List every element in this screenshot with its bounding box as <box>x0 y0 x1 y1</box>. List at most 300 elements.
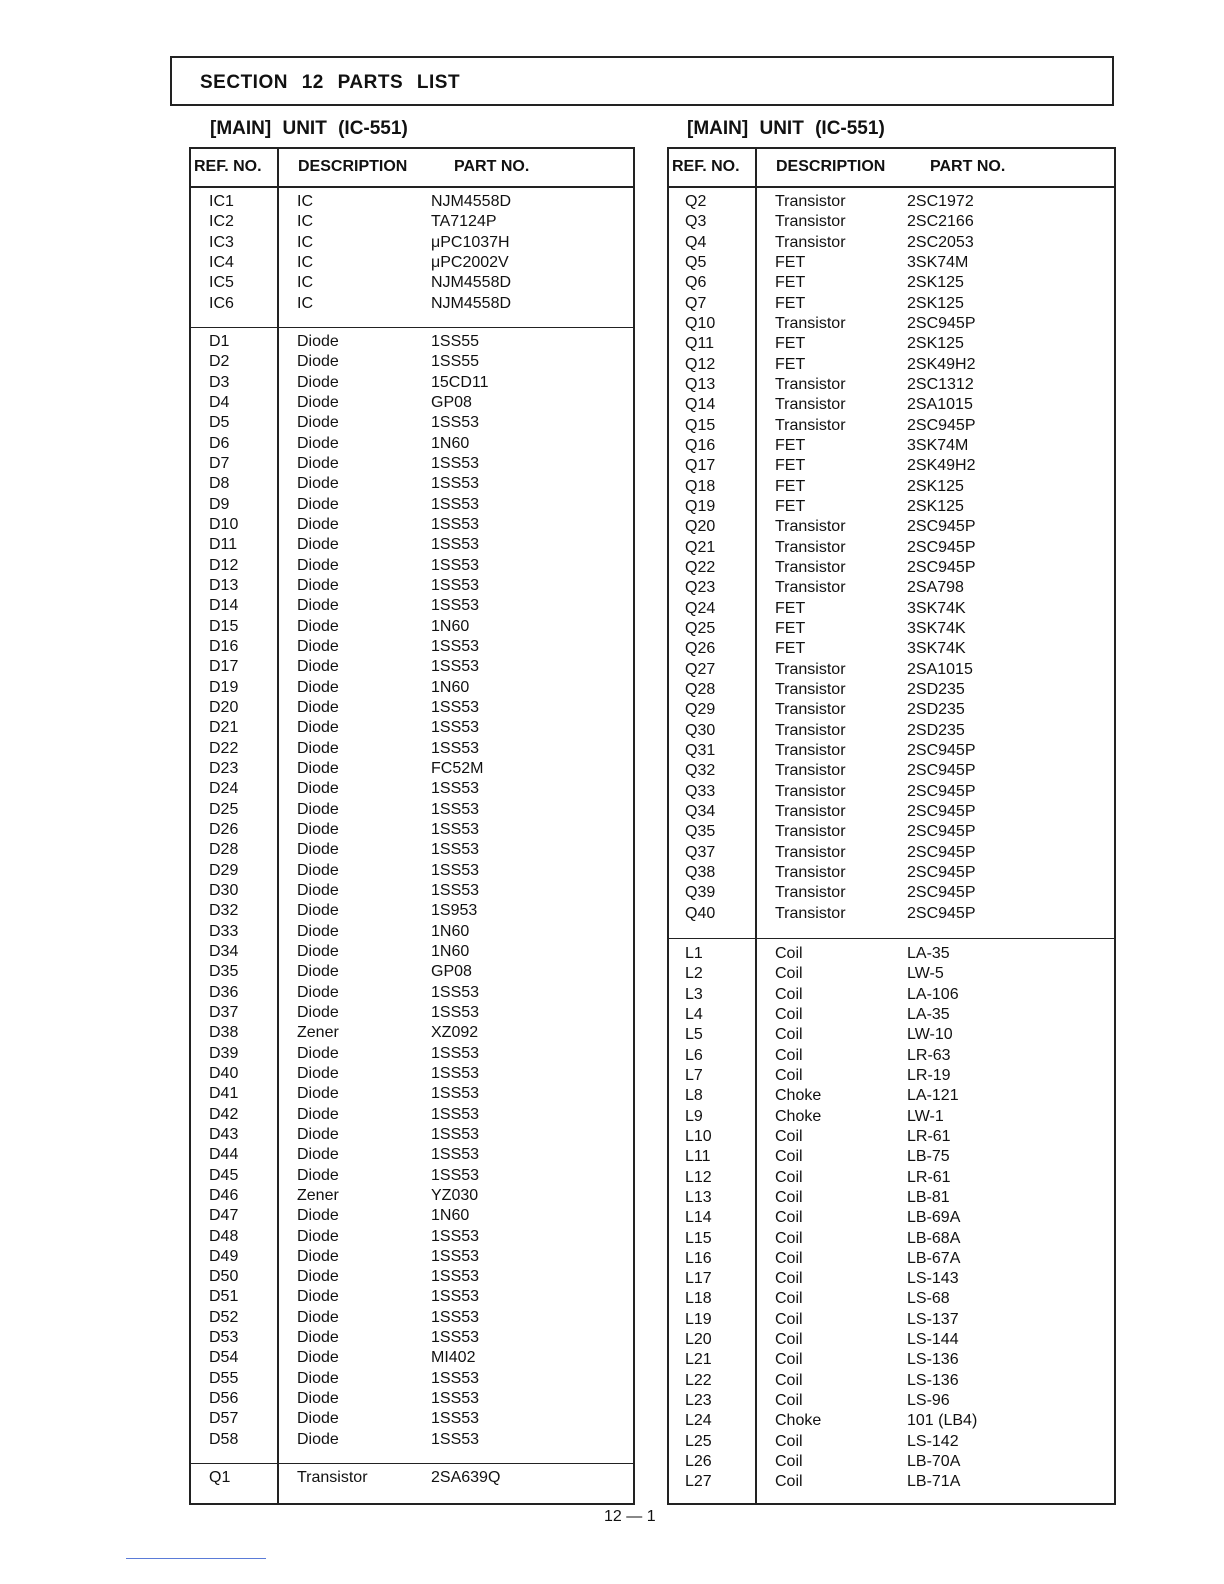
ref-no: L21 <box>685 1351 712 1369</box>
description: Coil <box>775 1229 803 1247</box>
table-row <box>191 901 633 921</box>
part-no: 1SS53 <box>431 576 480 594</box>
ref-no: L27 <box>685 1473 712 1491</box>
table-row <box>191 1267 633 1287</box>
table-row <box>191 739 633 759</box>
description: Diode <box>297 942 339 960</box>
description: Coil <box>775 1310 803 1328</box>
description: Coil <box>775 1168 803 1186</box>
ref-no: L6 <box>685 1046 703 1064</box>
ref-no: L2 <box>685 965 703 983</box>
table-row <box>669 964 1114 984</box>
ref-no: D1 <box>209 332 230 350</box>
description: Diode <box>297 414 339 432</box>
description: Diode <box>297 1207 339 1225</box>
part-no: 1SS53 <box>431 719 480 737</box>
part-no: 2SK125 <box>907 294 964 312</box>
part-no: 1SS53 <box>431 1369 480 1387</box>
part-no: 15CD11 <box>431 373 489 391</box>
table-row <box>191 861 633 881</box>
table-row <box>669 782 1114 802</box>
table-row <box>669 517 1114 537</box>
ref-no: D32 <box>209 902 239 920</box>
description: FET <box>775 294 806 312</box>
ref-no: Q34 <box>685 802 716 820</box>
description: Diode <box>297 495 339 513</box>
ref-no: IC4 <box>209 253 234 271</box>
part-no: 1SS53 <box>431 536 480 554</box>
part-no: LW-1 <box>907 1107 944 1125</box>
part-no: GP08 <box>431 393 472 411</box>
table-row <box>669 1229 1114 1249</box>
part-no: 2SC945P <box>907 538 976 556</box>
table-row <box>669 436 1114 456</box>
ref-no: D15 <box>209 617 239 635</box>
description: Diode <box>297 698 339 716</box>
ref-no: IC1 <box>209 193 234 210</box>
description: FET <box>775 253 806 271</box>
part-no: 2SC945P <box>907 762 976 780</box>
description: FET <box>775 274 806 292</box>
description: Transistor <box>775 538 846 556</box>
description: Coil <box>775 965 803 983</box>
table-row <box>191 1247 633 1267</box>
table-row <box>669 395 1114 415</box>
table-row <box>191 820 633 840</box>
ref-no: D43 <box>209 1125 239 1143</box>
part-no: 1N60 <box>431 617 470 635</box>
part-no: 1SS55 <box>431 332 480 350</box>
table-row <box>191 1348 633 1368</box>
part-no: 3SK74K <box>907 619 966 637</box>
table-row <box>669 1046 1114 1066</box>
table-row <box>191 1206 633 1226</box>
ref-no: L10 <box>685 1127 712 1145</box>
part-no: LW-5 <box>907 965 944 983</box>
table-row <box>669 294 1114 314</box>
description: Diode <box>297 983 339 1001</box>
table-row <box>669 192 1114 212</box>
description: Coil <box>775 985 803 1003</box>
part-no: NJM4558D <box>431 193 512 210</box>
ref-no: L22 <box>685 1371 712 1389</box>
table-row <box>191 273 633 293</box>
ref-no: D46 <box>209 1186 239 1204</box>
part-no: 1SS53 <box>431 820 480 838</box>
ref-no: Q2 <box>685 193 707 210</box>
table-row <box>191 413 633 433</box>
description: Coil <box>775 944 803 962</box>
table-row <box>669 538 1114 558</box>
part-no: 1SS53 <box>431 1329 480 1347</box>
table-row <box>191 1044 633 1064</box>
ref-no: Q19 <box>685 497 716 515</box>
part-no: 2SC945P <box>907 518 976 536</box>
ref-no: Q24 <box>685 599 716 617</box>
part-no: FC52M <box>431 759 484 777</box>
description: Coil <box>775 1371 803 1389</box>
part-no: LA-121 <box>907 1087 959 1105</box>
description: Diode <box>297 1146 339 1164</box>
ref-no: D22 <box>209 739 239 757</box>
description: Transistor <box>775 701 846 719</box>
description: Diode <box>297 1329 339 1347</box>
ref-no: D37 <box>209 1003 239 1021</box>
description: Diode <box>297 1003 339 1021</box>
part-no: 3SK74M <box>907 436 969 454</box>
description: Coil <box>775 1331 803 1349</box>
table-row <box>191 962 633 982</box>
part-no: TA7124P <box>431 213 497 231</box>
table-row <box>191 495 633 515</box>
description: Diode <box>297 759 339 777</box>
ref-no: D10 <box>209 515 239 533</box>
table-row <box>191 840 633 860</box>
description: Diode <box>297 1044 339 1062</box>
part-no: 1SS55 <box>431 353 480 371</box>
ref-no: Q10 <box>685 314 716 332</box>
table-row <box>191 393 633 413</box>
description: Transistor <box>775 863 846 881</box>
part-no: 1SS53 <box>431 739 480 757</box>
table-row <box>669 802 1114 822</box>
description: Transistor <box>775 579 846 597</box>
part-no: 2SA798 <box>907 579 964 597</box>
table-row <box>191 515 633 535</box>
description: Diode <box>297 617 339 635</box>
description: Diode <box>297 1349 339 1367</box>
description: Choke <box>775 1087 822 1105</box>
table-row <box>191 1409 633 1429</box>
ref-no: Q37 <box>685 843 716 861</box>
part-no: 3SK74M <box>907 253 969 271</box>
table-row <box>669 1066 1114 1086</box>
description: Diode <box>297 393 339 411</box>
ref-no: Q23 <box>685 579 716 597</box>
decorative-rule <box>126 1558 266 1559</box>
part-no: 1SS53 <box>431 1146 480 1164</box>
ref-no: Q22 <box>685 558 716 576</box>
description: Diode <box>297 678 339 696</box>
ref-no: D14 <box>209 597 239 615</box>
part-no: LA-35 <box>907 1005 950 1023</box>
part-no: 1SS53 <box>431 414 480 432</box>
part-no: 2SC945P <box>907 904 976 922</box>
table-row <box>191 474 633 494</box>
description: Diode <box>297 1125 339 1143</box>
ref-no: Q25 <box>685 619 716 637</box>
description: Diode <box>297 922 339 940</box>
description: Transistor <box>775 782 846 800</box>
table-row <box>669 1310 1114 1330</box>
part-no: LA-35 <box>907 944 950 962</box>
part-no: LR-19 <box>907 1066 951 1084</box>
description: Diode <box>297 841 339 859</box>
ref-no: D48 <box>209 1227 239 1245</box>
table-row <box>669 1249 1114 1269</box>
table-row <box>669 1452 1114 1472</box>
part-no: 1SS53 <box>431 780 480 798</box>
table-row <box>669 1330 1114 1350</box>
ref-no: D17 <box>209 658 239 676</box>
table-row <box>191 576 633 596</box>
ref-no: L14 <box>685 1209 712 1227</box>
table-row <box>191 212 633 232</box>
description: FET <box>775 619 806 637</box>
table-row <box>191 1227 633 1247</box>
part-no: 2SC945P <box>907 558 976 576</box>
ref-no: L9 <box>685 1107 703 1125</box>
part-no: 1N60 <box>431 678 470 696</box>
ref-no: D50 <box>209 1268 239 1286</box>
description: Diode <box>297 434 339 452</box>
description: Coil <box>775 1046 803 1064</box>
section-title: SECTION 12 PARTS LIST <box>200 72 461 93</box>
description: Diode <box>297 780 339 798</box>
part-no: 1SS53 <box>431 515 480 533</box>
part-no: LS-143 <box>907 1270 959 1288</box>
table-row <box>191 1125 633 1145</box>
table-row <box>191 434 633 454</box>
part-no: LR-63 <box>907 1046 951 1064</box>
description: Transistor <box>297 1469 368 1487</box>
table-row <box>669 334 1114 354</box>
table-row <box>669 639 1114 659</box>
description: Transistor <box>775 660 846 678</box>
part-no: 3SK74K <box>907 599 966 617</box>
table-row <box>191 800 633 820</box>
description: Coil <box>775 1290 803 1308</box>
table-row <box>669 1188 1114 1208</box>
description: Diode <box>297 861 339 879</box>
description: Coil <box>775 1209 803 1227</box>
ref-no: Q33 <box>685 782 716 800</box>
table-row <box>191 1468 633 1488</box>
part-no: 2SC945P <box>907 741 976 759</box>
part-no: 1SS53 <box>431 658 480 676</box>
part-no: 1SS53 <box>431 1247 480 1265</box>
ref-no: L8 <box>685 1087 703 1105</box>
table-row <box>669 558 1114 578</box>
ref-no: IC3 <box>209 233 234 251</box>
table-row <box>191 759 633 779</box>
part-no: 1SS53 <box>431 454 480 472</box>
ref-no: L20 <box>685 1331 712 1349</box>
ref-no: L1 <box>685 944 703 962</box>
part-no: MI402 <box>431 1349 476 1367</box>
description: Diode <box>297 373 339 391</box>
table-row <box>191 942 633 962</box>
ref-no: Q15 <box>685 416 716 434</box>
ref-no: D4 <box>209 393 230 411</box>
part-no: LR-61 <box>907 1127 951 1145</box>
table-header <box>669 149 1114 188</box>
part-no: 1SS53 <box>431 1044 480 1062</box>
ref-no: D45 <box>209 1166 239 1184</box>
header-ref: REF. NO. <box>672 158 740 175</box>
description: Diode <box>297 597 339 615</box>
ref-no: D28 <box>209 841 239 859</box>
part-no: 2SA1015 <box>907 660 973 678</box>
ref-no: D12 <box>209 556 239 574</box>
header-description: DESCRIPTION <box>298 158 408 175</box>
part-no: YZ030 <box>431 1186 479 1204</box>
ref-no: D42 <box>209 1105 239 1123</box>
ref-no: D41 <box>209 1085 239 1103</box>
ref-no: D34 <box>209 942 239 960</box>
table-row <box>669 1391 1114 1411</box>
ref-no: Q3 <box>685 213 707 231</box>
part-no: 2SK125 <box>907 335 964 353</box>
ref-no: Q11 <box>685 335 715 353</box>
table-row <box>191 779 633 799</box>
part-no: LS-136 <box>907 1351 959 1369</box>
part-no: μPC2002V <box>431 253 509 271</box>
table-row <box>191 233 633 253</box>
ref-no: L7 <box>685 1066 703 1084</box>
part-no: LB-81 <box>907 1188 950 1206</box>
table-row <box>191 922 633 942</box>
table-row <box>669 700 1114 720</box>
part-no: NJM4558D <box>431 274 512 292</box>
table-row <box>669 761 1114 781</box>
description: Diode <box>297 1369 339 1387</box>
ref-no: D33 <box>209 922 239 940</box>
part-no: 1SS53 <box>431 861 480 879</box>
ref-no: Q18 <box>685 477 716 495</box>
table-row <box>669 233 1114 253</box>
table-row <box>669 741 1114 761</box>
ref-no: D51 <box>209 1288 239 1306</box>
description: Diode <box>297 536 339 554</box>
ref-no: D21 <box>209 719 239 737</box>
description: Transistor <box>775 741 846 759</box>
description: Transistor <box>775 314 846 332</box>
part-no: 2SK49H2 <box>907 355 976 373</box>
ref-no: D3 <box>209 373 230 391</box>
table-row <box>191 1369 633 1389</box>
ref-no: D56 <box>209 1390 239 1408</box>
ref-no: Q14 <box>685 396 716 414</box>
description: IC <box>297 274 313 292</box>
part-no: 2SD235 <box>907 701 965 719</box>
part-no: 1SS53 <box>431 1268 480 1286</box>
description: FET <box>775 497 806 515</box>
ref-no: L17 <box>685 1270 712 1288</box>
description: Transistor <box>775 823 846 841</box>
part-no: 1SS53 <box>431 800 480 818</box>
description: Coil <box>775 1249 803 1267</box>
part-no: LS-142 <box>907 1432 959 1450</box>
table-row <box>669 660 1114 680</box>
ref-no: D25 <box>209 800 239 818</box>
header-part-no: PART NO. <box>454 158 530 175</box>
part-no: 1SS53 <box>431 1410 480 1428</box>
ref-no: D26 <box>209 820 239 838</box>
table-row <box>669 1269 1114 1289</box>
part-no: 1N60 <box>431 922 470 940</box>
ref-no: L5 <box>685 1026 703 1044</box>
table-row <box>669 1107 1114 1127</box>
table-row <box>669 985 1114 1005</box>
ref-no: IC5 <box>209 274 234 292</box>
part-no: 2SA1015 <box>907 396 973 414</box>
ref-no: D29 <box>209 861 239 879</box>
description: Diode <box>297 1268 339 1286</box>
part-no: 2SD235 <box>907 721 965 739</box>
table-row <box>191 1105 633 1125</box>
ref-no: D55 <box>209 1369 239 1387</box>
ref-no: Q39 <box>685 884 716 902</box>
table-row <box>191 1023 633 1043</box>
description: FET <box>775 640 806 658</box>
part-no: 2SD235 <box>907 680 965 698</box>
table-row <box>669 843 1114 863</box>
table-row <box>191 1003 633 1023</box>
part-no: 1SS53 <box>431 1064 480 1082</box>
part-no: LB-71A <box>907 1473 961 1491</box>
table-row <box>191 1287 633 1307</box>
part-no: 1SS53 <box>431 1430 480 1448</box>
table-row <box>669 375 1114 395</box>
description: Coil <box>775 1148 803 1166</box>
part-no: 2SC945P <box>907 823 976 841</box>
table-row <box>191 881 633 901</box>
description: Diode <box>297 719 339 737</box>
ref-no: L4 <box>685 1005 703 1023</box>
table-row <box>191 294 633 314</box>
ref-no: Q1 <box>209 1469 231 1487</box>
table-row <box>191 352 633 372</box>
description: Coil <box>775 1188 803 1206</box>
part-no: LS-144 <box>907 1331 959 1349</box>
ref-no: L16 <box>685 1249 712 1267</box>
table-row <box>669 578 1114 598</box>
description: Diode <box>297 1247 339 1265</box>
table-row <box>191 253 633 273</box>
ref-no: D38 <box>209 1024 239 1042</box>
ref-no: L19 <box>685 1310 712 1328</box>
table-row <box>669 904 1114 924</box>
ref-no: D57 <box>209 1410 239 1428</box>
description: Coil <box>775 1351 803 1369</box>
table-row <box>191 983 633 1003</box>
table-row <box>669 253 1114 273</box>
description: Diode <box>297 515 339 533</box>
table-row <box>669 1472 1114 1492</box>
right-parts-table <box>667 147 1116 1505</box>
part-no: 1SS53 <box>431 1308 480 1326</box>
description: Diode <box>297 1308 339 1326</box>
description: Coil <box>775 1453 803 1471</box>
table-row <box>191 535 633 555</box>
ref-no: D9 <box>209 495 230 513</box>
description: FET <box>775 355 806 373</box>
description: IC <box>297 294 313 312</box>
part-no: LW-10 <box>907 1026 953 1044</box>
part-no: 1SS53 <box>431 1227 480 1245</box>
part-no: 101 (LB4) <box>907 1412 978 1430</box>
description: IC <box>297 193 313 210</box>
table-row <box>191 1389 633 1409</box>
header-part-no: PART NO. <box>930 158 1006 175</box>
part-no: 2SC945P <box>907 863 976 881</box>
table-row <box>669 1411 1114 1431</box>
description: Diode <box>297 353 339 371</box>
ref-no: Q35 <box>685 823 716 841</box>
description: Diode <box>297 1227 339 1245</box>
description: FET <box>775 599 806 617</box>
